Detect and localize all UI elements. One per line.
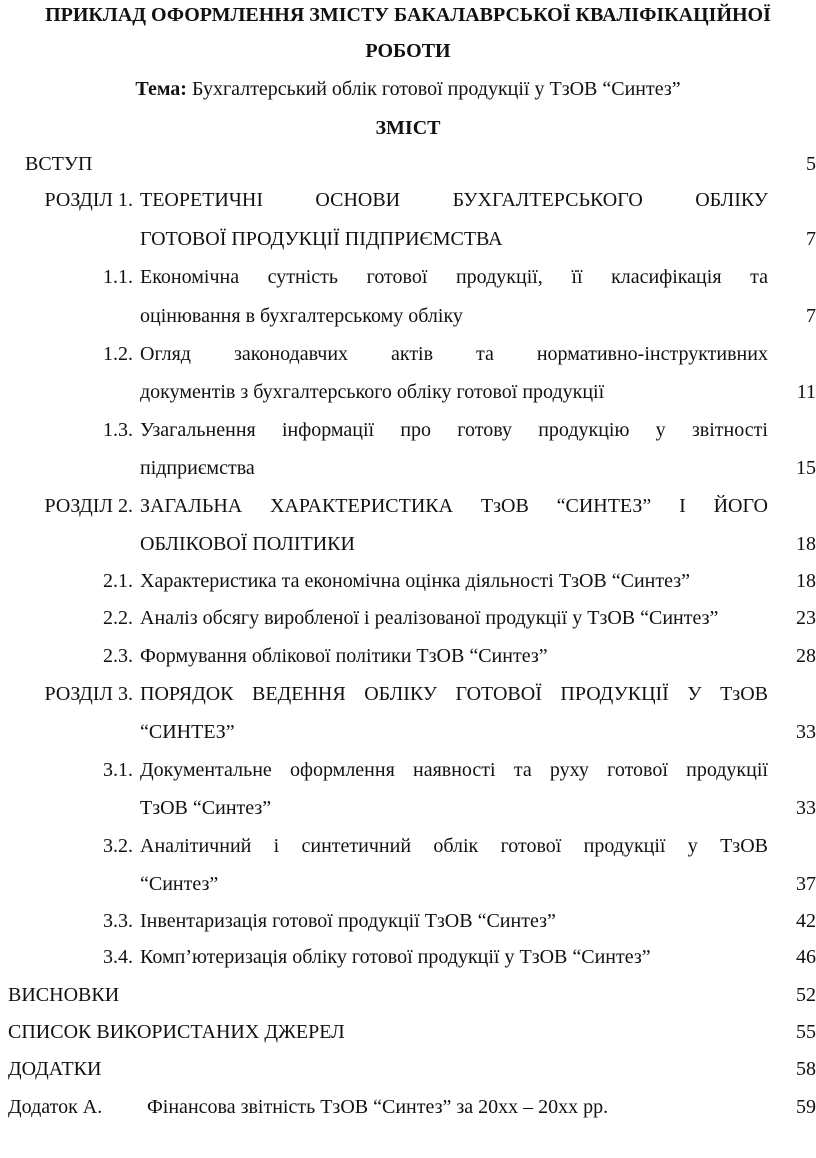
- toc-references-page: 55: [796, 1021, 816, 1043]
- toc-intro-page: 5: [806, 153, 816, 175]
- toc-section-3-1-number: 3.1.: [103, 759, 133, 781]
- toc-section-1-3-line-1: [140, 419, 768, 442]
- word: ХАРАКТЕРИСТИКА: [270, 495, 454, 517]
- word: готової: [366, 266, 428, 288]
- toc-section-3-3-text: Інвентаризація готової продукції ТзОВ “Синтез”: [140, 910, 556, 932]
- toc-section-3-2-page: 37: [796, 873, 816, 895]
- word: продукції: [583, 835, 666, 857]
- word: ОСНОВИ: [315, 189, 401, 211]
- toc-section-2-2-number: 2.2.: [103, 607, 133, 629]
- word: у: [655, 419, 666, 441]
- toc-section-1-2-line-2: документів з бухгалтерського обліку готової продукції: [140, 381, 605, 403]
- toc-section-1-3-page: 15: [796, 457, 816, 479]
- toc-section-2-3-text: Формування облікової політики ТзОВ “Синтез”: [140, 645, 548, 667]
- word: ГОТОВОЇ: [455, 683, 542, 705]
- word: звітності: [691, 419, 768, 441]
- toc-section-1-2-page: 11: [796, 381, 816, 403]
- toc-section-3-2-number: 3.2.: [103, 835, 133, 857]
- word: Документальне: [140, 759, 272, 781]
- word: ОБЛІКУ: [695, 189, 768, 211]
- toc-appendices-title: ДОДАТКИ: [8, 1058, 102, 1080]
- toc-section-3-2-line-2: “Синтез”: [140, 873, 219, 895]
- theme-text: Бухгалтерський облік готової продукції у ТзОВ “Синтез”: [191, 78, 681, 100]
- toc-section-2-2-text: Аналіз обсягу виробленої і реалізованої продукції у ТзОВ “Синтез”: [140, 607, 719, 629]
- toc-chapter-2-line-1: [140, 495, 768, 518]
- toc-conclusions-title: ВИСНОВКИ: [8, 984, 120, 1006]
- word: БУХГАЛТЕРСЬКОГО: [452, 189, 643, 211]
- toc-chapter-1-page: 7: [806, 228, 816, 250]
- word: ПОРЯДОК: [140, 683, 234, 705]
- word: ВЕДЕННЯ: [252, 683, 346, 705]
- toc-section-3-1-line-2: ТзОВ “Синтез”: [140, 797, 272, 819]
- toc-section-1-1-number: 1.1.: [103, 266, 133, 288]
- toc-chapter-3-page: 33: [796, 721, 816, 743]
- contents-heading: ЗМІСТ: [375, 117, 441, 139]
- toc-section-2-1-number: 2.1.: [103, 570, 133, 592]
- toc-section-3-3-page: 42: [796, 910, 816, 932]
- toc-section-3-2-line-1: [140, 835, 768, 858]
- word: і: [273, 835, 280, 857]
- toc-intro-title: ВСТУП: [25, 153, 93, 175]
- toc-section-1-1-page: 7: [806, 305, 816, 327]
- toc-section-2-1-text: Характеристика та економічна оцінка діяльності ТзОВ “Синтез”: [140, 570, 691, 592]
- word: продукції,: [455, 266, 543, 288]
- word: ТзОВ: [720, 683, 768, 705]
- word: продукцію: [538, 419, 630, 441]
- word: сутність: [267, 266, 339, 288]
- word: У: [687, 683, 702, 705]
- word: та: [513, 759, 532, 781]
- word: продукції: [686, 759, 768, 781]
- word: у: [687, 835, 698, 857]
- word: готової: [607, 759, 668, 781]
- toc-appendix-a-label: Додаток А.: [8, 1096, 103, 1118]
- word: актів: [390, 343, 434, 365]
- word: ЗАГАЛЬНА: [140, 495, 243, 517]
- toc-section-1-1-line-1: [140, 266, 768, 289]
- toc-chapter-1-line-1: [140, 189, 768, 212]
- toc-section-1-3-number: 1.3.: [103, 419, 133, 441]
- word: ПРОДУКЦІЇ: [560, 683, 669, 705]
- word: Узагальнення: [140, 419, 256, 441]
- toc-chapter-2-page: 18: [796, 533, 816, 555]
- word: І: [679, 495, 686, 517]
- word: синтетичний: [301, 835, 412, 857]
- word: Аналітичний: [140, 835, 252, 857]
- toc-conclusions-page: 52: [796, 984, 816, 1006]
- toc-section-3-1-line-1: [140, 759, 768, 782]
- toc-section-3-3-number: 3.3.: [103, 910, 133, 932]
- word: нормативно-інструктивних: [536, 343, 768, 365]
- toc-section-3-1-page: 33: [796, 797, 816, 819]
- toc-section-1-3-line-2: підприємства: [140, 457, 255, 479]
- word: оформлення: [290, 759, 395, 781]
- word: руху: [549, 759, 589, 781]
- toc-section-3-4-text: Комп’ютеризація обліку готової продукції у ТзОВ “Синтез”: [140, 946, 651, 968]
- toc-chapter-1-number: РОЗДІЛ 1.: [44, 189, 133, 211]
- toc-chapter-3-line-2: “СИНТЕЗ”: [140, 721, 235, 743]
- toc-appendix-a-text: Фінансова звітність ТзОВ “Синтез” за 20хх – 20хх рр.: [147, 1096, 609, 1118]
- theme-label: Тема:: [135, 78, 187, 100]
- word: ТЕОРЕТИЧНІ: [140, 189, 263, 211]
- toc-section-2-2-page: 23: [796, 607, 816, 629]
- word: ОБЛІКУ: [364, 683, 437, 705]
- word: про: [400, 419, 432, 441]
- toc-section-1-2-line-1: [140, 343, 768, 366]
- toc-section-1-2-number: 1.2.: [103, 343, 133, 365]
- toc-section-2-3-number: 2.3.: [103, 645, 133, 667]
- theme-line: [0, 78, 816, 101]
- word: та: [750, 266, 768, 288]
- document-title-line-1: ПРИКЛАД ОФОРМЛЕННЯ ЗМІСТУ БАКАЛАВРСЬКОЇ КВАЛІФІКАЦІЙНОЇ: [45, 4, 771, 26]
- word: готову: [457, 419, 512, 441]
- toc-chapter-3-line-1: [140, 683, 768, 706]
- word: Огляд: [140, 343, 191, 365]
- toc-chapter-2-line-2: ОБЛІКОВОЇ ПОЛІТИКИ: [140, 533, 355, 555]
- toc-chapter-2-number: РОЗДІЛ 2.: [44, 495, 133, 517]
- word: інформації: [281, 419, 375, 441]
- toc-appendices-page: 58: [796, 1058, 816, 1080]
- word: наявності: [413, 759, 496, 781]
- toc-appendix-a-page: 59: [796, 1096, 816, 1118]
- word: Економічна: [140, 266, 240, 288]
- toc-section-3-4-number: 3.4.: [103, 946, 133, 968]
- word: ТзОВ: [720, 835, 768, 857]
- word: та: [476, 343, 494, 365]
- toc-references-title: СПИСОК ВИКОРИСТАНИХ ДЖЕРЕЛ: [8, 1021, 345, 1043]
- word: ТзОВ: [480, 495, 529, 517]
- word: ЙОГО: [713, 495, 768, 517]
- word: “СИНТЕЗ”: [556, 495, 652, 517]
- toc-section-1-1-line-2: оцінювання в бухгалтерському обліку: [140, 305, 463, 327]
- toc-section-2-3-page: 28: [796, 645, 816, 667]
- word: готової: [500, 835, 562, 857]
- document-title-line-2: РОБОТИ: [365, 40, 451, 62]
- toc-chapter-3-number: РОЗДІЛ 3.: [44, 683, 133, 705]
- word: законодавчих: [233, 343, 349, 365]
- word: облік: [433, 835, 479, 857]
- toc-chapter-1-line-2: ГОТОВОЇ ПРОДУКЦІЇ ПІДПРИЄМСТВА: [140, 228, 503, 250]
- toc-section-2-1-page: 18: [796, 570, 816, 592]
- toc-section-3-4-page: 46: [796, 946, 816, 968]
- word: її: [571, 266, 583, 288]
- word: класифікація: [611, 266, 722, 288]
